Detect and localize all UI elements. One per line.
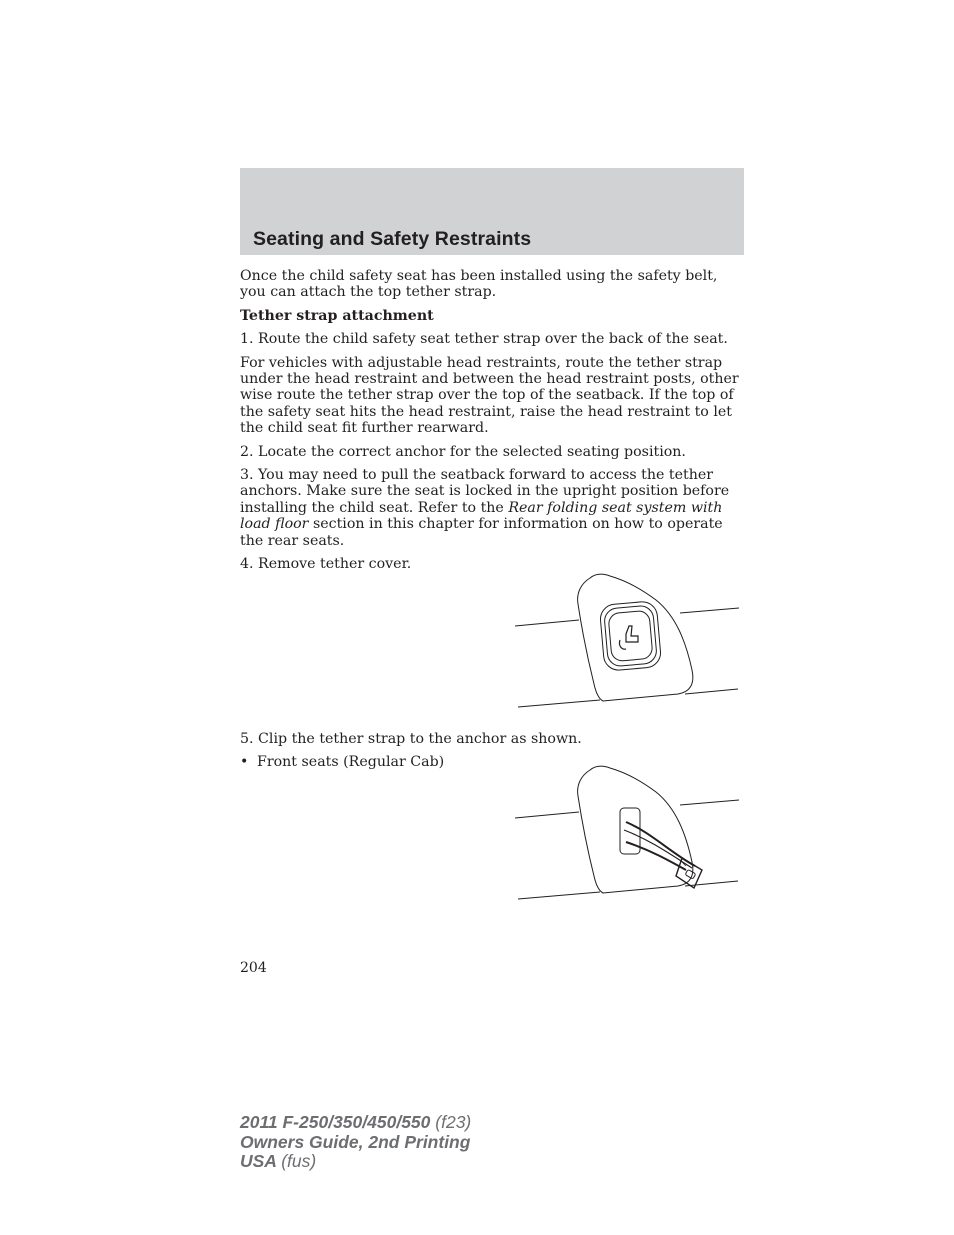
step-3-reference: Rear folding seat system with load floor [240,499,723,533]
tether-clip-illustration [510,762,745,904]
section-title: Seating and Safety Restraints [253,228,532,250]
page-number: 204 [240,960,267,976]
footer-model: 2011 F-250/350/450/550 [240,1112,431,1132]
footer-document-id [240,1113,471,1172]
step-4: 4. Remove tether cover. [240,556,412,573]
step-3 [240,467,746,549]
subheading: Tether strap attachment [240,307,434,324]
step-3-text-b: section in this chapter for information on how to operate the rear seats. [240,516,723,549]
footer-line-1 [240,1113,471,1133]
footer-line-2: Owners Guide, 2nd Printing [240,1131,471,1152]
head-restraint-paragraph: For vehicles with adjustable head restraints, route the tether strap under the head restraint and between the head restraint posts, other wise route the tether strap over the top of the seatback. If the top of the safety seat hits the head restraint, raise the head restraint to let the child seat fit further rearward. [240,354,739,437]
section-header-band [240,168,744,255]
intro-paragraph: Once the child safety seat has been installed using the safety belt, you can attach the top tether strap. [240,268,718,301]
step-1: 1. Route the child safety seat tether strap over the back of the seat. [240,331,728,348]
bullet-text: Front seats (Regular Cab) [257,754,445,771]
tether-cover-illustration [510,570,745,712]
footer-region-code: (fus) [281,1151,317,1171]
footer-line-3 [240,1152,471,1172]
body-text [240,268,746,580]
step-5: 5. Clip the tether strap to the anchor as shown. [240,731,582,747]
footer-model-code: (f23) [435,1112,472,1132]
bullet-marker: • [240,754,249,771]
step-2: 2. Locate the correct anchor for the selected seating position. [240,443,686,460]
footer-region: USA [240,1151,277,1171]
step-3-text-a: 3. You may need to pull the seatback forward to access the tether anchors. Make sure the seat is locked in the upright position before installing the child seat. Refer to the [240,467,730,516]
